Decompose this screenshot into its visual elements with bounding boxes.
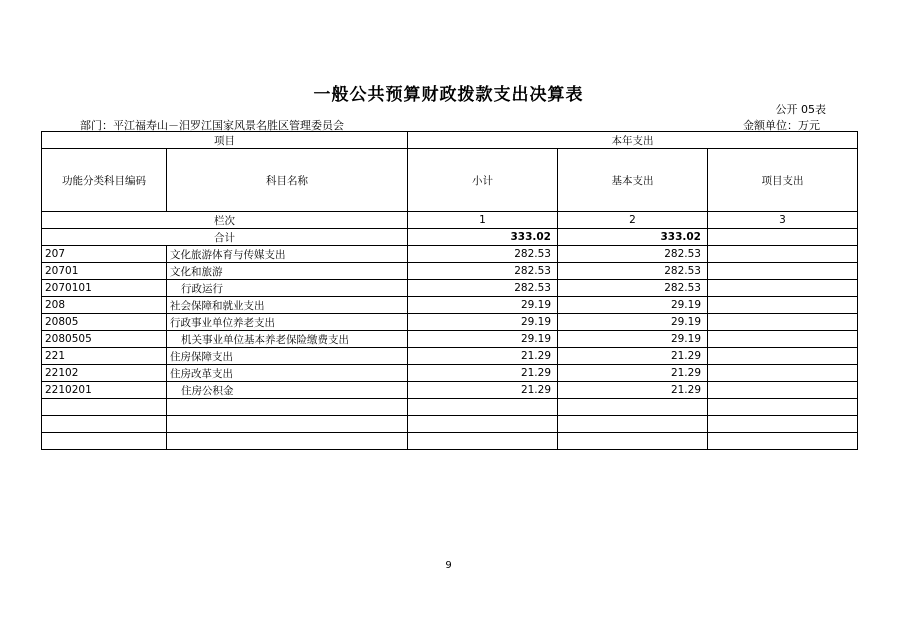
- header-current-year: 本年支出: [408, 132, 858, 149]
- header-code: 功能分类科目编码: [42, 149, 167, 212]
- row-project: [708, 246, 858, 263]
- row-basic: 21.29: [558, 365, 708, 382]
- row-code: 221: [42, 348, 167, 365]
- row-basic: 29.19: [558, 297, 708, 314]
- row-basic: 29.19: [558, 331, 708, 348]
- header-basic: 基本支出: [558, 149, 708, 212]
- row-subtotal: [408, 433, 558, 450]
- row-project: [708, 399, 858, 416]
- row-name: 行政运行: [167, 280, 408, 297]
- row-basic: 282.53: [558, 280, 708, 297]
- row-project: [708, 433, 858, 450]
- row-basic: 21.29: [558, 382, 708, 399]
- row-subtotal: 282.53: [408, 263, 558, 280]
- row-subtotal: 21.29: [408, 365, 558, 382]
- row-project: [708, 365, 858, 382]
- page-number: 9: [445, 560, 452, 571]
- row-subtotal: 282.53: [408, 246, 558, 263]
- table-row: [42, 348, 858, 365]
- row-basic: 21.29: [558, 348, 708, 365]
- table-row: [42, 280, 858, 297]
- row-name: 社会保障和就业支出: [167, 297, 408, 314]
- expenditure-table: [41, 131, 858, 450]
- row-project: [708, 263, 858, 280]
- row-code: 207: [42, 246, 167, 263]
- total-subtotal: 333.02: [408, 229, 558, 246]
- row-code: 2080505: [42, 331, 167, 348]
- row-project: [708, 348, 858, 365]
- row-subtotal: 29.19: [408, 297, 558, 314]
- row-subtotal: [408, 416, 558, 433]
- row-project: [708, 297, 858, 314]
- row-name: 住房公积金: [167, 382, 408, 399]
- header-subtotal: 小计: [408, 149, 558, 212]
- table-row: [42, 433, 858, 450]
- total-label: 合计: [42, 229, 408, 246]
- row-subtotal: 21.29: [408, 348, 558, 365]
- row-code: 22102: [42, 365, 167, 382]
- header-name: 科目名称: [167, 149, 408, 212]
- total-project: [708, 229, 858, 246]
- row-name: 文化和旅游: [167, 263, 408, 280]
- row-number-label: 栏次: [42, 212, 408, 229]
- header-project: 项目支出: [708, 149, 858, 212]
- department-label: 部门：平江福寿山－汨罗江国家风景名胜区管理委员会: [80, 119, 344, 132]
- row-code: 2210201: [42, 382, 167, 399]
- row-code: 208: [42, 297, 167, 314]
- row-project: [708, 382, 858, 399]
- row-name: [167, 416, 408, 433]
- total-basic: 333.02: [558, 229, 708, 246]
- row-name: 住房改革支出: [167, 365, 408, 382]
- row-basic: [558, 399, 708, 416]
- row-code: 20701: [42, 263, 167, 280]
- row-basic: 282.53: [558, 246, 708, 263]
- row-name: 行政事业单位养老支出: [167, 314, 408, 331]
- row-name: 文化旅游体育与传媒支出: [167, 246, 408, 263]
- table-row: [42, 399, 858, 416]
- row-subtotal: 29.19: [408, 314, 558, 331]
- row-subtotal: 282.53: [408, 280, 558, 297]
- row-basic: [558, 416, 708, 433]
- amount-unit-label: 金额单位：万元: [743, 119, 820, 132]
- row-project: [708, 331, 858, 348]
- row-subtotal: [408, 399, 558, 416]
- row-code: 2070101: [42, 280, 167, 297]
- table-row: [42, 297, 858, 314]
- row-name: 住房保障支出: [167, 348, 408, 365]
- row-project: [708, 280, 858, 297]
- form-number: 公开 05表: [775, 103, 826, 116]
- row-project: [708, 314, 858, 331]
- row-subtotal: 29.19: [408, 331, 558, 348]
- row-code: [42, 399, 167, 416]
- row-name: [167, 399, 408, 416]
- page-title: 一般公共预算财政拨款支出决算表: [313, 85, 584, 105]
- column-number-1: 1: [408, 212, 558, 229]
- table-row: [42, 416, 858, 433]
- table-row: [42, 314, 858, 331]
- table-row: [42, 365, 858, 382]
- row-name: [167, 433, 408, 450]
- table-row: [42, 246, 858, 263]
- table-row: [42, 263, 858, 280]
- row-code: 20805: [42, 314, 167, 331]
- row-basic: 282.53: [558, 263, 708, 280]
- row-basic: [558, 433, 708, 450]
- row-basic: 29.19: [558, 314, 708, 331]
- row-code: [42, 433, 167, 450]
- table-row: [42, 382, 858, 399]
- column-number-3: 3: [708, 212, 858, 229]
- row-name: 机关事业单位基本养老保险缴费支出: [167, 331, 408, 348]
- column-number-2: 2: [558, 212, 708, 229]
- row-project: [708, 416, 858, 433]
- table-row: [42, 331, 858, 348]
- header-item: 项目: [42, 132, 408, 149]
- row-code: [42, 416, 167, 433]
- row-subtotal: 21.29: [408, 382, 558, 399]
